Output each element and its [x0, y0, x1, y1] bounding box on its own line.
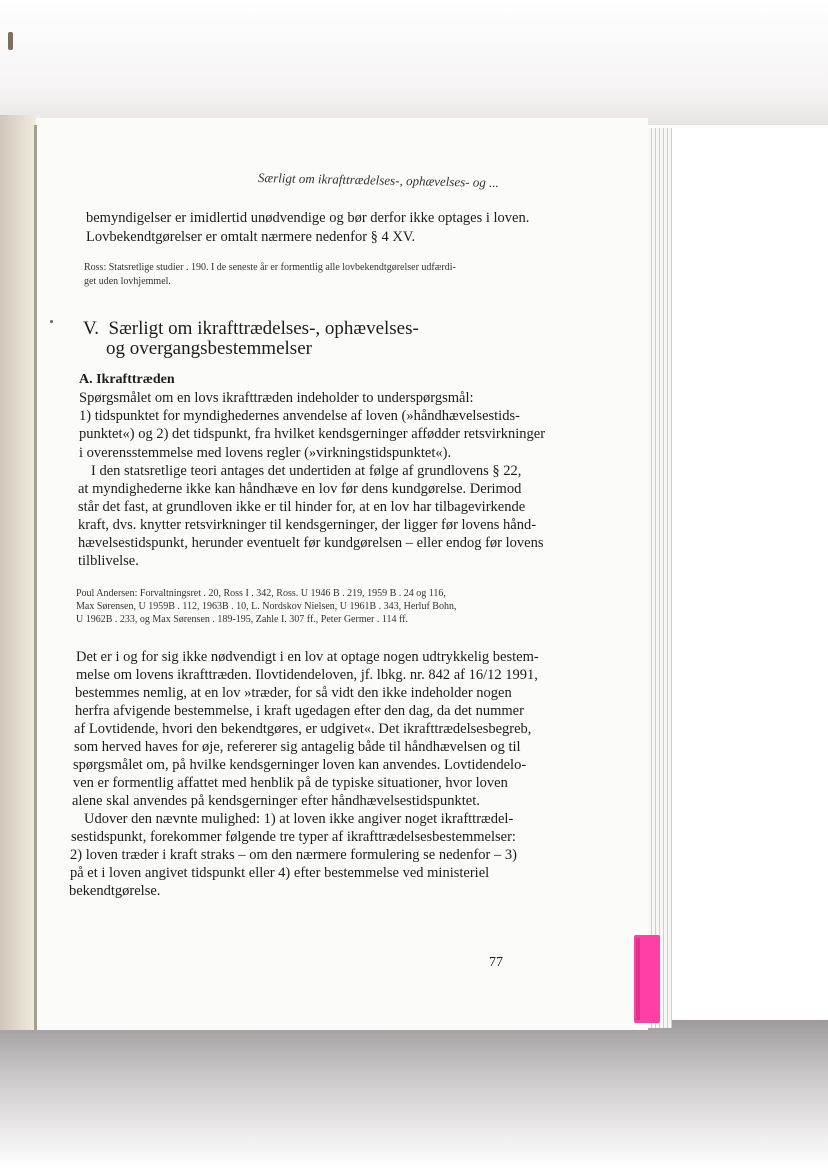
- paragraph-line: hævelsestidspunkt, herunder eventuelt før kundgørelsen – eller endog før lovens: [78, 535, 544, 551]
- page-stack-edges: [644, 128, 672, 1028]
- paragraph-line: herfra afvigende bestemmelse, i kraft ugedagen efter den dag, da det nummer: [75, 703, 524, 719]
- section-title: Særligt om ikrafttrædelses-, ophævelses-: [108, 318, 419, 339]
- reference-line: Poul Andersen: Forvaltningsret . 20, Ross I . 342, Ross. U 1946 B . 219, 1959 B . 24 og 116,: [76, 588, 446, 599]
- paragraph-line: af Lovtidende, hvori den bekendtgøres, er udgivet«. Det ikrafttrædelsesbegreb,: [74, 721, 532, 737]
- paragraph-line: I den statsretlige teori antages det undertiden at følge af grundlovens § 22,: [91, 463, 522, 479]
- margin-dot: [50, 320, 53, 323]
- section-number: V.: [83, 318, 100, 339]
- paragraph-line: på et i loven angivet tidspunkt eller 4) efter bestemmelse ved ministeriel: [70, 865, 490, 881]
- paragraph-line: ven er formentlig affattet med henblik på de typiske situationer, hvor loven: [73, 775, 508, 791]
- paragraph-line: 2) loven træder i kraft straks – om den nærmere formulering se nedenfor – 3): [70, 847, 517, 863]
- section-heading-line2: og overgangsbestemmelser: [106, 338, 312, 359]
- page-number: 77: [489, 955, 503, 970]
- paragraph-line: spørgsmålet om, på hvilke kendsgerninger loven kan anvendes. Lovtidendelo-: [73, 757, 527, 773]
- subsection-heading: A. Ikrafttræden: [79, 372, 175, 387]
- reference-line: Max Sørensen, U 1959B . 112, 1963B . 10, L. Nordskov Nielsen, U 1961B . 343, Herluf Bohn,: [76, 601, 457, 612]
- paragraph-line: alene skal anvendes på kendsgerninger efter håndhævelsestidspunktet.: [72, 793, 480, 809]
- paragraph-line: som herved haves for øje, refererer sig antagelig både til håndhævelsen og til: [74, 739, 521, 755]
- book-spine: [34, 125, 37, 1030]
- paragraph-line: punktet«) og 2) det tidspunkt, fra hvilket kendsgerninger affødder retsvirkninger: [79, 426, 546, 442]
- reference-line: U 1962B . 233, og Max Sørensen . 189-195, Zahle I. 307 ff., Peter Germer . 114 ff.: [76, 614, 408, 625]
- section-heading-line1: [83, 318, 419, 340]
- paragraph-line: bestemmes nemlig, at en lov »træder, for så vidt den ikke indeholder nogen: [75, 685, 512, 701]
- bookmark-tab-fold: [636, 938, 640, 1020]
- paragraph-line: Udover den nævnte mulighed: 1) at loven ikke angiver noget ikrafttrædel-: [84, 811, 514, 827]
- paragraph-line: står det fast, at grundloven ikke er til hinder for, at en lov har tilbagevirkende: [78, 499, 526, 515]
- paragraph-line: Spørgsmålet om en lovs ikrafttræden indeholder to underspørgsmål:: [79, 390, 474, 406]
- paragraph-line: Det er i og for sig ikke nødvendigt i en lov at optage nogen udtrykkelig bestem-: [76, 649, 539, 665]
- scan-mark: [8, 32, 13, 50]
- paragraph-line: sestidspunkt, forekommer følgende tre typer af ikrafttrædelsesbestemmelser:: [71, 829, 516, 845]
- reference-line: get uden lovhjemmel.: [84, 276, 171, 287]
- paragraph-line: 1) tidspunktet for myndighedernes anvendelse af loven (»håndhævelsestids-: [79, 408, 520, 424]
- paragraph-line: tilblivelse.: [78, 553, 139, 569]
- scan-top-background: [0, 0, 828, 125]
- paragraph-line: kraft, dvs. knytter retsvirkninger til kendsgerninger, der ligger før lovens hånd-: [78, 517, 537, 533]
- paragraph-line: i overensstemmelse med lovens regler (»virkningstidspunktet«).: [79, 445, 452, 461]
- scan-bottom-background: [0, 1020, 828, 1169]
- paragraph-line: melse om lovens ikrafttræden. Ilovtidendeloven, jf. lbkg. nr. 842 af 16/12 1991,: [76, 667, 538, 683]
- paragraph-line: bekendtgørelse.: [69, 883, 161, 899]
- intro-line: bemyndigelser er imidlertid unødvendige og bør derfor ikke optages i loven.: [86, 210, 530, 226]
- reference-line: Ross: Statsretlige studier . 190. I de seneste år er formentlig alle lovbekendtgørelser udfærdi-: [84, 262, 456, 273]
- running-head: Særligt om ikrafttrædelses-, ophævelses- og ...: [257, 170, 499, 191]
- paragraph-line: at myndighederne ikke kan håndhæve en lov før dens kundgørelse. Derimod: [78, 481, 522, 497]
- intro-line: Lovbekendtgørelser er omtalt nærmere nedenfor § 4 XV.: [86, 229, 416, 245]
